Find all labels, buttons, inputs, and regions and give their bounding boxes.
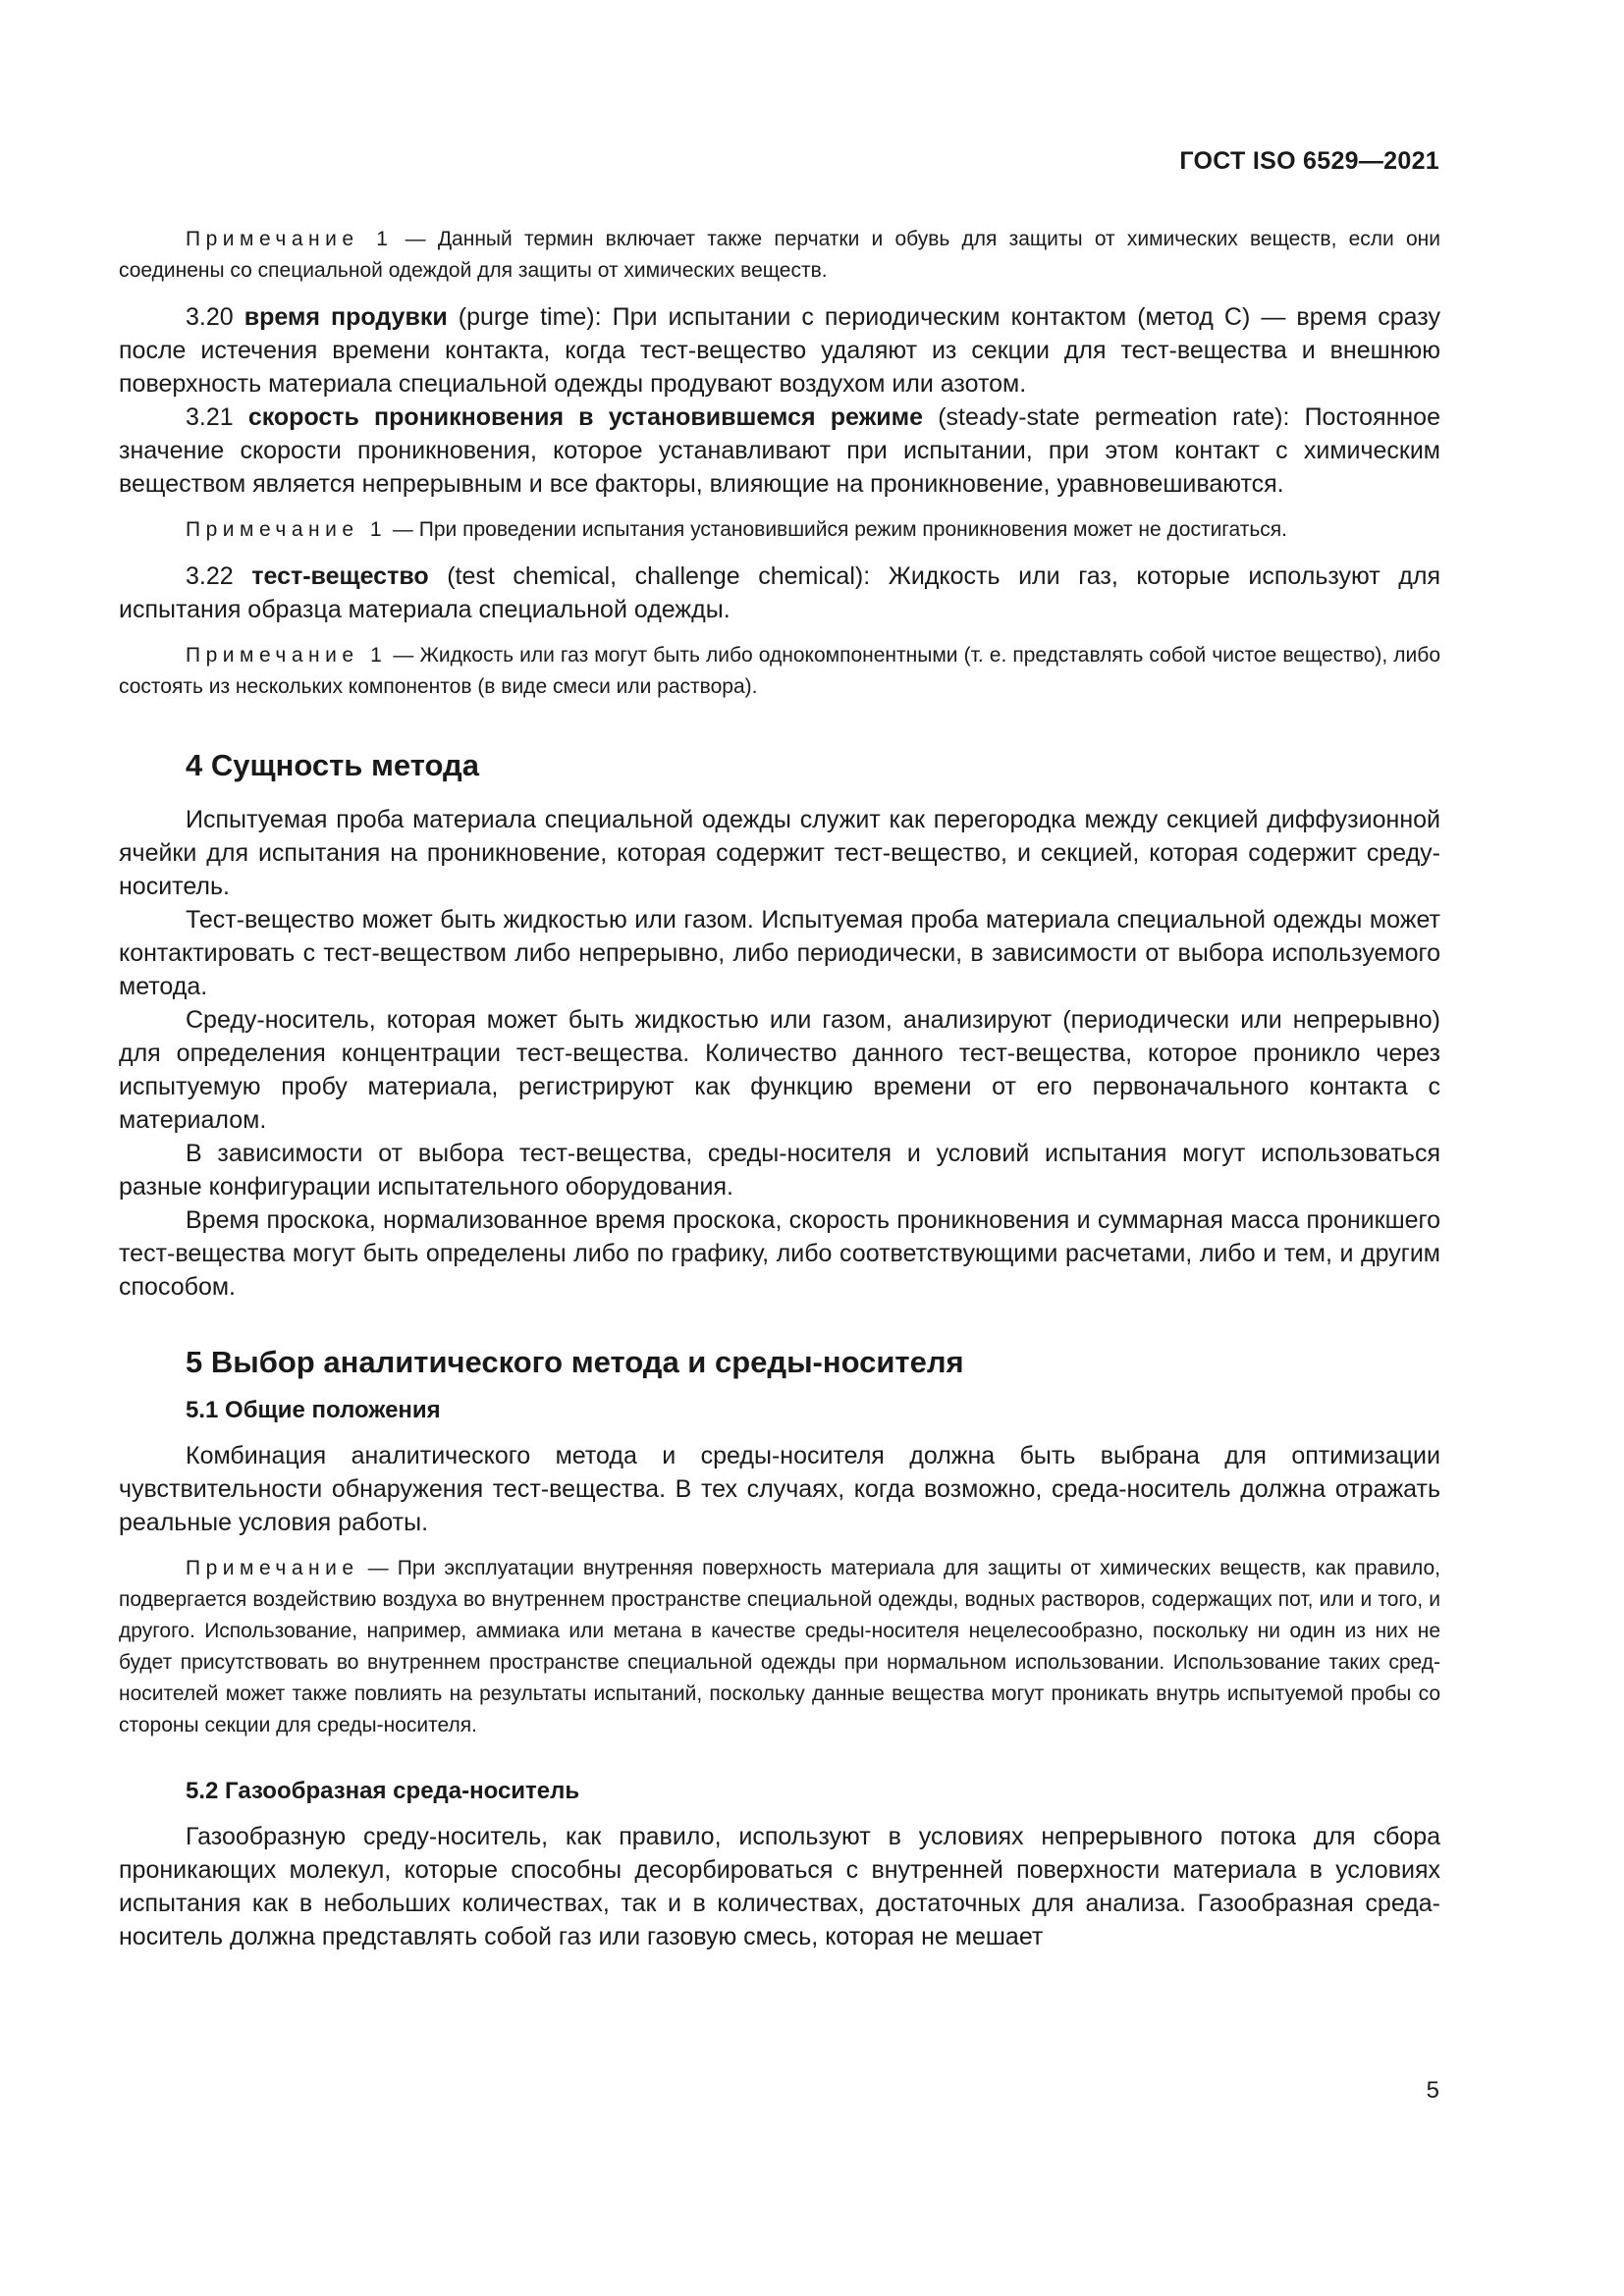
section-4-paragraph: В зависимости от выбора тест-вещества, среды-носителя и условий испытания могут использоваться разные конфигурации испытательного оборудования. (119, 1140, 1440, 1201)
subsection-5-2-heading: 5.2 Газообразная среда-носитель (186, 1778, 580, 1804)
note-text: — Данный термин включает также перчатки и обувь для защиты от химических веществ, если они соединены со специальной одеждой для защиты от химических веществ. (119, 228, 1440, 282)
note-text: — При эксплуатации внутренняя поверхность материала для защиты от химических веществ, как правило, подвергается воздействию воздуха во внутреннем пространстве специальной одежды, водных растворов, содержащих пот, или и того, и другого. Использование, например, аммиака или метана в качестве среды-носителя нецелесообразно, поскольку ни один из них не будет присутствовать во внутреннем пространстве специальной одежды при нормальном использовании. Использование таких сред-носителей может также повлиять на результаты испытаний, поскольку данные вещества могут проникать внутрь испытуемой пробы со стороны секции для среды-носителя. (119, 1557, 1440, 1736)
section-4-paragraph: Среду-носитель, которая может быть жидкостью или газом, анализируют (периодически или непрерывно) для определения концентрации тест-вещества. Количество данного тест-вещества, которое проникло через испытуемую пробу материала, регистрируют как функцию времени от его первоначального контакта с материалом. (119, 1006, 1440, 1134)
term-3-21 (119, 400, 1440, 501)
term-definition: (test chemical, challenge chemical): Жидкость или газ, которые используют для испытания образца материала специальной одежды. (119, 562, 1441, 623)
note-label: Примечание 1 (186, 518, 388, 541)
term-3-20 (119, 300, 1440, 400)
page-number: 5 (1426, 2077, 1439, 2104)
term-definition: (purge time): При испытании с периодическим контактом (метод С) — время сразу после истечения времени контакта, когда тест-вещество удаляют из секции для тест-вещества и внешнюю поверхность материала специальной одежды продувают воздухом или азотом. (119, 303, 1440, 398)
term-number: 3.20 (186, 303, 244, 331)
note-3-22 (119, 640, 1440, 703)
term-name: скорость проникновения в установившемся режиме (247, 403, 924, 431)
subsection-5-1-paragraph: Комбинация аналитического метода и среды-носителя должна быть выбрана для оптимизации чувствительности обнаружения тест-вещества. В тех случаях, когда возможно, среда-носитель должна отражать реальные условия работы. (119, 1442, 1440, 1536)
section-4-paragraph: Время проскока, нормализованное время проскока, скорость проникновения и суммарная масса проникшего тест-вещества могут быть определены либо по графику, либо соответствующими расчетами, либо и тем, и другим способом. (119, 1206, 1440, 1301)
term-3-22 (119, 560, 1440, 626)
subsection-5-1-heading: 5.1 Общие положения (186, 1397, 441, 1423)
note-5-1 (119, 1553, 1440, 1741)
section-4-heading: 4 Сущность метода (186, 748, 479, 782)
section-4-paragraph: Испытуемая проба материала специальной одежды служит как перегородка между секцией диффузионной ячейки для испытания на проникновение, которая содержит тест-вещество, и секцией, которая содержит среду-носитель. (119, 806, 1440, 900)
subsection-5-2-paragraph: Газообразную среду-носитель, как правило, используют в условиях непрерывного потока для сбора проникающих молекул, которые способны десорбироваться с внутренней поверхности материала в условиях испытания как в небольших количествах, так и в количествах, достаточных для анализа. Газообразная среда-носитель должна представлять собой газ или газовую смесь, которая не мешает (119, 1823, 1440, 1950)
term-number: 3.22 (186, 562, 252, 590)
section-4-paragraph: Тест-вещество может быть жидкостью или газом. Испытуемая проба материала специальной одежды может контактировать с тест-веществом либо непрерывно, либо периодически, в зависимости от выбора используемого метода. (119, 906, 1440, 1000)
note-text: — Жидкость или газ могут быть либо однокомпонентными (т. е. представлять собой чистое вещество), либо состоять из нескольких компонентов (в виде смеси или раствора). (119, 644, 1440, 698)
note-label: Примечание 1 (186, 644, 388, 667)
note-3-19 (119, 224, 1440, 287)
document-header: ГОСТ ISO 6529—2021 (1179, 147, 1439, 175)
term-number: 3.21 (186, 403, 248, 431)
note-3-21 (119, 514, 1440, 546)
section-5-heading: 5 Выбор аналитического метода и среды-носителя (186, 1345, 964, 1379)
page-content (119, 224, 1440, 1953)
note-label: Примечание (186, 1557, 359, 1579)
term-definition: (steady-state permeation rate): Постоянное значение скорости проникновения, которое устанавливают при испытании, при этом контакт с химическим веществом является непрерывным и все факторы, влияющие на проникновение, уравновешиваются. (119, 403, 1440, 498)
note-text: — При проведении испытания установившийся режим проникновения может не достигаться. (387, 518, 1287, 541)
term-name: тест-вещество (251, 562, 429, 590)
term-name: время продувки (244, 303, 448, 331)
note-label: Примечание 1 (186, 228, 394, 250)
